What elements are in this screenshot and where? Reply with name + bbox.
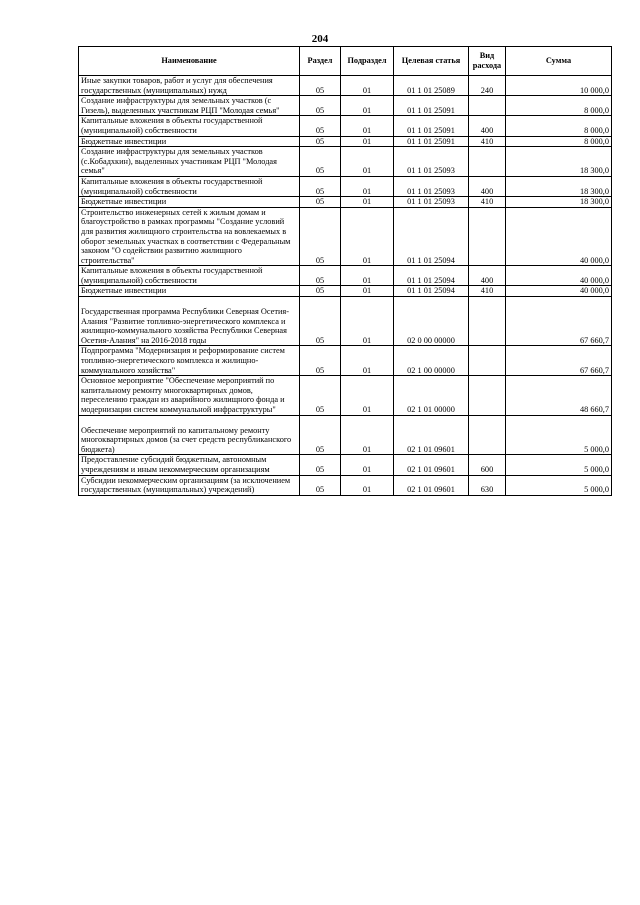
row-section: 05: [300, 475, 341, 495]
row-amount: 67 660,7: [506, 297, 612, 346]
table-row: [79, 286, 612, 297]
row-amount: 67 660,7: [506, 346, 612, 376]
row-expense-type: [469, 346, 506, 376]
row-expense-type: 410: [469, 136, 506, 147]
row-name: Капитальные вложения в объекты государственной (муниципальной) собственности: [79, 176, 300, 196]
row-section: 05: [300, 96, 341, 116]
row-section: 05: [300, 176, 341, 196]
row-subsection: 01: [341, 76, 394, 96]
row-section: 05: [300, 286, 341, 297]
row-target: 01 1 01 25091: [394, 136, 469, 147]
page-number: 204: [311, 33, 329, 45]
row-expense-type: 630: [469, 475, 506, 495]
row-name: Государственная программа Республики Северная Осетия-Алания "Развитие топливно-энергетического комплекса и жилищно-коммунального хозяйства Республики Северная Осетия-Алания" на 2016-2018 годы: [79, 297, 300, 346]
row-expense-type: [469, 207, 506, 266]
row-subsection: 01: [341, 297, 394, 346]
row-name: Иные закупки товаров, работ и услуг для обеспечения государственных (муниципальных) нужд: [79, 76, 300, 96]
row-subsection: 01: [341, 455, 394, 475]
row-amount: 8 000,0: [506, 136, 612, 147]
table-row: [79, 96, 612, 116]
row-name: Бюджетные инвестиции: [79, 197, 300, 208]
row-amount: 10 000,0: [506, 76, 612, 96]
row-section: 05: [300, 415, 341, 455]
row-expense-type: [469, 147, 506, 177]
row-target: 01 1 01 25089: [394, 76, 469, 96]
row-subsection: 01: [341, 116, 394, 136]
row-section: 05: [300, 297, 341, 346]
row-section: 05: [300, 147, 341, 177]
table-row: [79, 147, 612, 177]
header-amount: Сумма: [506, 47, 612, 76]
header-expense-type: Вид расхода: [469, 47, 506, 76]
row-target: 02 1 01 09601: [394, 415, 469, 455]
table-row: [79, 376, 612, 415]
row-amount: 40 000,0: [506, 266, 612, 286]
row-subsection: 01: [341, 176, 394, 196]
row-amount: 8 000,0: [506, 116, 612, 136]
row-amount: 18 300,0: [506, 176, 612, 196]
row-target: 02 1 01 09601: [394, 475, 469, 495]
row-expense-type: 400: [469, 176, 506, 196]
row-section: 05: [300, 376, 341, 415]
row-name: Основное мероприятие "Обеспечение мероприятий по капитальному ремонту многоквартирных домов, переселению граждан из аварийного жилищного фонда и модернизации систем коммунальной инфраструктуры": [79, 376, 300, 415]
row-target: 01 1 01 25094: [394, 286, 469, 297]
row-expense-type: 400: [469, 266, 506, 286]
table-row: [79, 297, 612, 346]
row-subsection: 01: [341, 415, 394, 455]
row-expense-type: 600: [469, 455, 506, 475]
row-amount: 5 000,0: [506, 415, 612, 455]
row-target: 02 1 01 09601: [394, 455, 469, 475]
table-row: [79, 455, 612, 475]
row-expense-type: 410: [469, 197, 506, 208]
row-expense-type: [469, 96, 506, 116]
row-target: 01 1 01 25093: [394, 176, 469, 196]
table-row: [79, 207, 612, 266]
row-subsection: 01: [341, 207, 394, 266]
table-row: [79, 415, 612, 455]
table-header-row: [79, 47, 612, 76]
table-row: [79, 266, 612, 286]
row-amount: 48 660,7: [506, 376, 612, 415]
row-amount: 5 000,0: [506, 455, 612, 475]
row-subsection: 01: [341, 475, 394, 495]
row-target: 01 1 01 25093: [394, 197, 469, 208]
row-section: 05: [300, 197, 341, 208]
row-expense-type: [469, 297, 506, 346]
row-section: 05: [300, 76, 341, 96]
row-subsection: 01: [341, 346, 394, 376]
row-subsection: 01: [341, 197, 394, 208]
row-name: Бюджетные инвестиции: [79, 136, 300, 147]
row-target: 01 1 01 25091: [394, 96, 469, 116]
row-section: 05: [300, 136, 341, 147]
row-name: Создание инфраструктуры для земельных участков (с Гизель), выделенных участникам РЦП "Молодая семья": [79, 96, 300, 116]
row-section: 05: [300, 116, 341, 136]
row-section: 05: [300, 455, 341, 475]
row-subsection: 01: [341, 96, 394, 116]
row-amount: 40 000,0: [506, 286, 612, 297]
row-name: Капитальные вложения в объекты государственной (муниципальной) собственности: [79, 116, 300, 136]
table-row: [79, 197, 612, 208]
row-section: 05: [300, 346, 341, 376]
row-expense-type: 400: [469, 116, 506, 136]
table-row: [79, 176, 612, 196]
row-subsection: 01: [341, 147, 394, 177]
row-subsection: 01: [341, 136, 394, 147]
row-subsection: 01: [341, 376, 394, 415]
row-section: 05: [300, 266, 341, 286]
row-amount: 18 300,0: [506, 147, 612, 177]
table-row: [79, 136, 612, 147]
row-name: Капитальные вложения в объекты государственной (муниципальной) собственности: [79, 266, 300, 286]
header-subsection: Подраздел: [341, 47, 394, 76]
row-expense-type: [469, 376, 506, 415]
row-target: 01 1 01 25093: [394, 147, 469, 177]
header-target: Целевая статья: [394, 47, 469, 76]
row-subsection: 01: [341, 266, 394, 286]
row-name: Подпрограмма "Модернизация и реформирование систем топливно-энергетического комплекса и жилищно-коммунального хозяйства": [79, 346, 300, 376]
row-name: Предоставление субсидий бюджетным, автономным учреждениям и иным некоммерческим организациям: [79, 455, 300, 475]
row-target: 02 1 01 00000: [394, 376, 469, 415]
header-section: Раздел: [300, 47, 341, 76]
row-amount: 40 000,0: [506, 207, 612, 266]
row-expense-type: [469, 415, 506, 455]
row-subsection: 01: [341, 286, 394, 297]
row-name: Строительство инженерных сетей к жилым домам и благоустройство в рамках программы "Создание условий для развития жилищного строительства на вовлекаемых в оборот земельных участках в соответствии с Федеральным законом "О содействии развитию жилищного строительства": [79, 207, 300, 266]
row-amount: 5 000,0: [506, 475, 612, 495]
table-row: [79, 116, 612, 136]
row-target: 01 1 01 25091: [394, 116, 469, 136]
row-name: Субсидии некоммерческим организациям (за исключением государственных (муниципальных) учреждений): [79, 475, 300, 495]
row-expense-type: 410: [469, 286, 506, 297]
row-name: Обеспечение мероприятий по капитальному ремонту многоквартирных домов (за счет средств республиканского бюджета): [79, 415, 300, 455]
row-amount: 18 300,0: [506, 197, 612, 208]
table-body: [79, 76, 612, 496]
table-row: [79, 76, 612, 96]
row-expense-type: 240: [469, 76, 506, 96]
row-target: 02 1 00 00000: [394, 346, 469, 376]
row-amount: 8 000,0: [506, 96, 612, 116]
table-row: [79, 475, 612, 495]
budget-table: [78, 46, 612, 496]
row-target: 01 1 01 25094: [394, 207, 469, 266]
row-target: 01 1 01 25094: [394, 266, 469, 286]
header-name: Наименование: [79, 47, 300, 76]
row-section: 05: [300, 207, 341, 266]
row-name: Создание инфраструктуры для земельных участков (с.Кобадхкин), выделенных участникам РЦП "Молодая семья": [79, 147, 300, 177]
row-target: 02 0 00 00000: [394, 297, 469, 346]
table-row: [79, 346, 612, 376]
row-name: Бюджетные инвестиции: [79, 286, 300, 297]
